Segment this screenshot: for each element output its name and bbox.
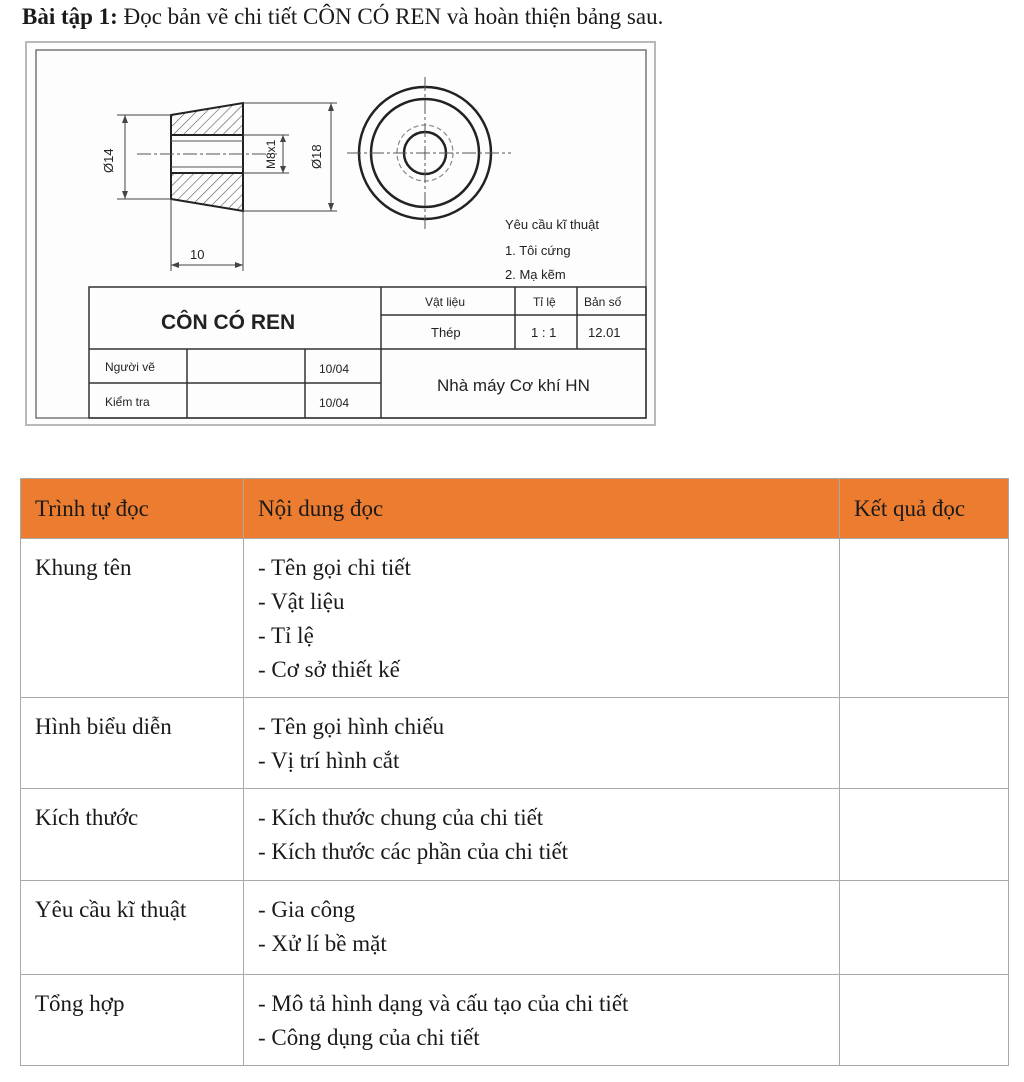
scale-label: Tỉ lệ — [533, 295, 556, 309]
dimension-diameter-14 — [117, 115, 171, 199]
drawn-date: 10/04 — [319, 362, 350, 376]
content-item: - Tỉ lệ — [258, 623, 314, 648]
result-cell[interactable] — [840, 789, 1009, 881]
table-header-row — [21, 479, 1009, 539]
result-cell[interactable] — [840, 698, 1009, 789]
content-item: - Vị trí hình cắt — [258, 748, 400, 773]
dim-label-m8x1: M8x1 — [264, 139, 278, 169]
part-name: CÔN CÓ REN — [161, 311, 296, 334]
content-item: - Tên gọi chi tiết — [258, 555, 411, 580]
result-cell[interactable] — [840, 881, 1009, 975]
content-item: - Kích thước chung của chi tiết — [258, 805, 544, 830]
header-reading-content: Nội dung đọc — [244, 479, 840, 539]
content-item: - Vật liệu — [258, 589, 345, 614]
scale-value: 1 : 1 — [531, 325, 557, 340]
technical-drawing — [25, 41, 656, 426]
requirements-title: Yêu cầu kĩ thuật — [505, 217, 599, 232]
step-cell: Yêu cầu kĩ thuật — [21, 881, 244, 975]
content-item: - Cơ sở thiết kế — [258, 657, 400, 682]
content-cell — [244, 975, 840, 1066]
checked-by-label: Kiểm tra — [105, 395, 150, 409]
dim-label-d14: Ø14 — [101, 148, 116, 173]
title-block — [89, 287, 646, 418]
content-cell — [244, 789, 840, 881]
checked-date: 10/04 — [319, 396, 350, 410]
result-cell[interactable] — [840, 539, 1009, 698]
header-reading-result: Kết quả đọc — [840, 479, 1009, 539]
content-cell — [244, 881, 840, 975]
table-row — [21, 698, 1009, 789]
content-item: - Xử lí bề mặt — [258, 931, 387, 956]
step-cell: Kích thước — [21, 789, 244, 881]
table-row — [21, 789, 1009, 881]
content-cell — [244, 539, 840, 698]
table-row — [21, 539, 1009, 698]
dim-label-d18: Ø18 — [309, 144, 324, 169]
content-item: - Tên gọi hình chiếu — [258, 714, 445, 739]
header-reading-step: Trình tự đọc — [21, 479, 244, 539]
step-cell: Hình biểu diễn — [21, 698, 244, 789]
content-item: - Kích thước các phần của chi tiết — [258, 839, 569, 864]
sheet-label: Bản số — [584, 295, 622, 309]
task-heading — [22, 4, 663, 30]
dim-label-10: 10 — [190, 247, 205, 262]
task-label: Bài tập 1: — [22, 4, 118, 29]
result-cell[interactable] — [840, 975, 1009, 1066]
content-item: - Gia công — [258, 897, 356, 922]
step-cell: Khung tên — [21, 539, 244, 698]
requirement-item-1: 1. Tôi cứng — [505, 243, 571, 258]
content-item: - Công dụng của chi tiết — [258, 1025, 480, 1050]
reading-table — [20, 478, 1009, 1066]
content-cell — [244, 698, 840, 789]
content-item: - Mô tả hình dạng và cấu tạo của chi tiết — [258, 991, 629, 1016]
side-view — [347, 77, 511, 229]
step-cell: Tổng hợp — [21, 975, 244, 1066]
drawn-by-label: Người vẽ — [105, 360, 155, 374]
requirement-item-2: 2. Mạ kẽm — [505, 267, 566, 282]
table-row — [21, 975, 1009, 1066]
table-row — [21, 881, 1009, 975]
front-view-section — [137, 103, 277, 211]
material-value: Thép — [431, 325, 461, 340]
task-text: Đọc bản vẽ chi tiết CÔN CÓ REN và hoàn thiện bảng sau. — [123, 4, 664, 29]
company-name: Nhà máy Cơ khí HN — [437, 376, 590, 395]
sheet-value: 12.01 — [588, 325, 621, 340]
material-label: Vật liệu — [425, 295, 466, 309]
